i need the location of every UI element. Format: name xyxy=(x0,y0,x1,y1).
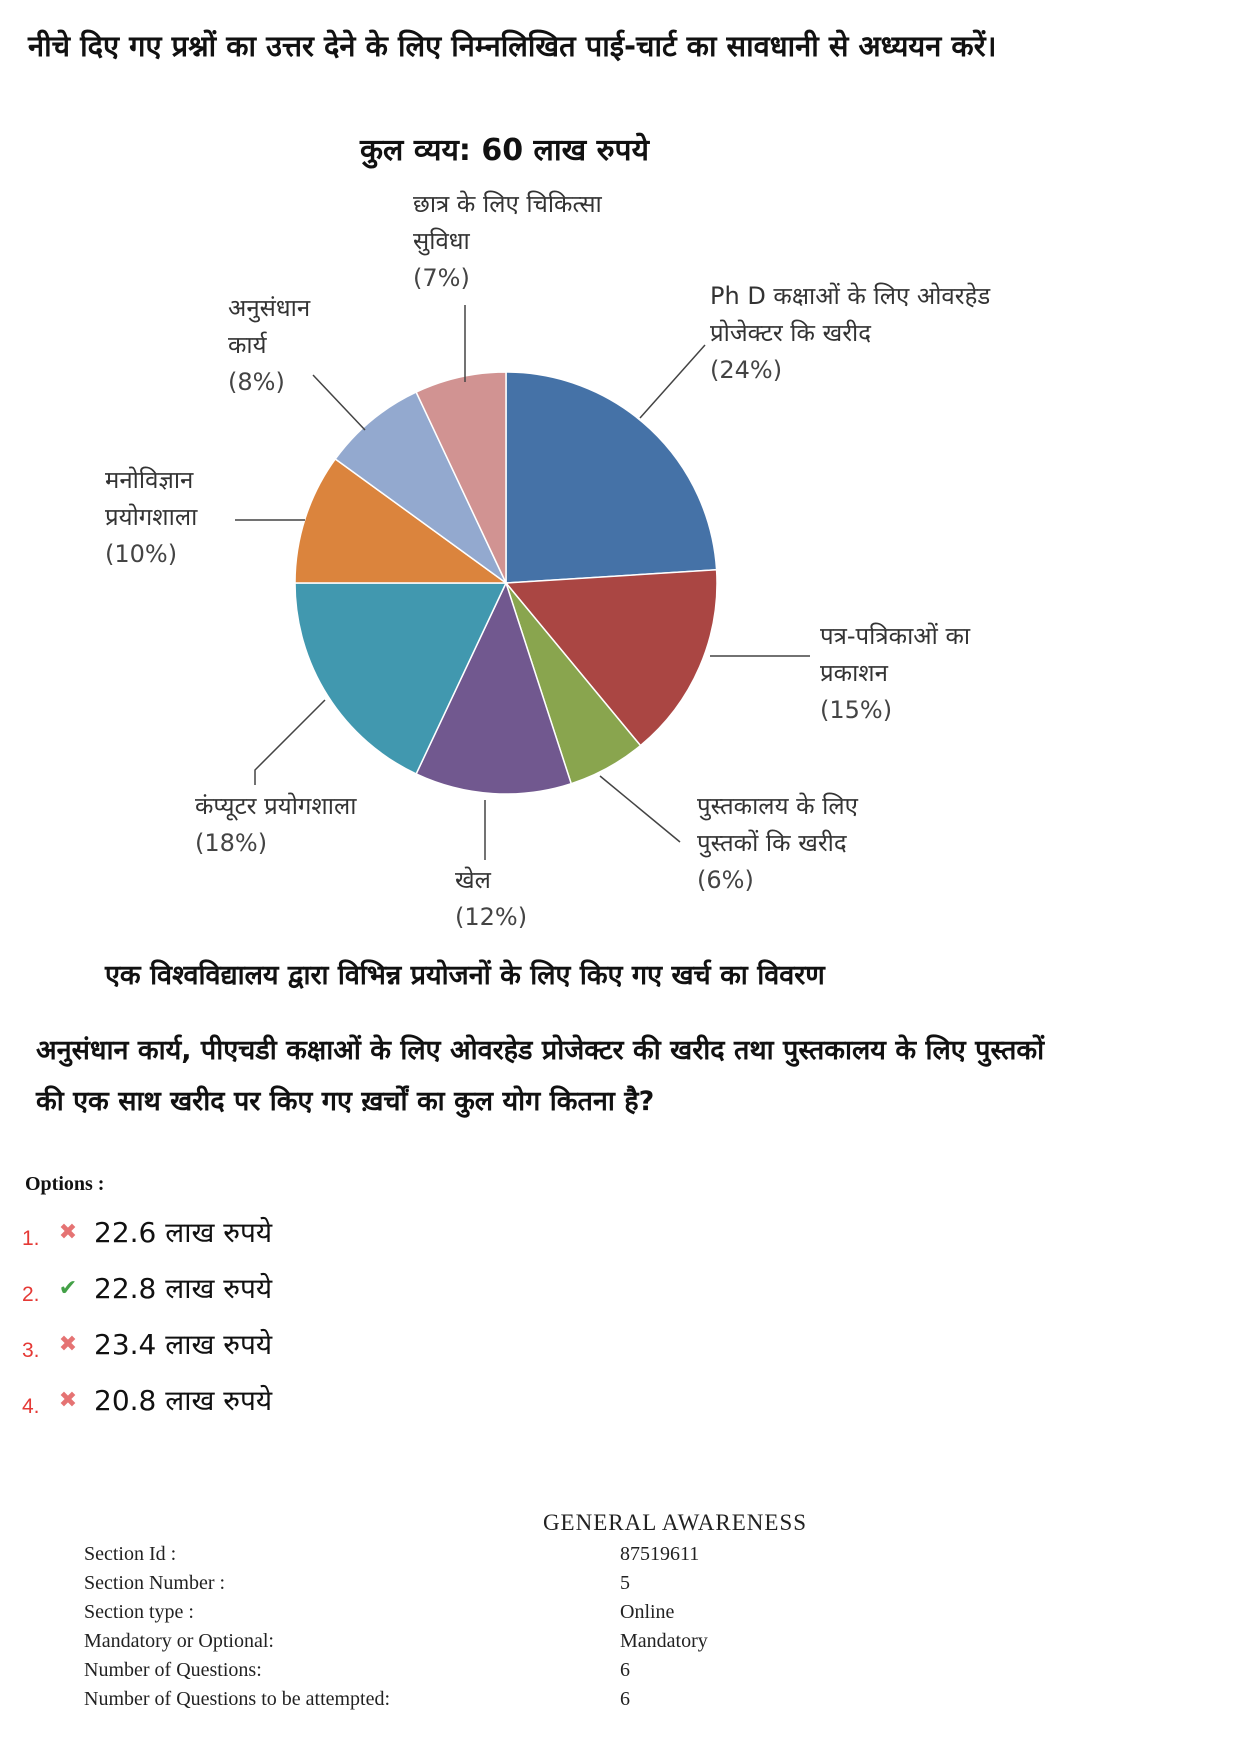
section-row xyxy=(84,1659,708,1688)
slice-label-sports xyxy=(455,862,565,936)
option-number: 4. xyxy=(22,1395,40,1418)
check-icon: ✔ xyxy=(58,1275,78,1301)
section-key: Section Id : xyxy=(84,1543,177,1565)
slice-label-psychology xyxy=(105,462,235,573)
leader-line-computer xyxy=(255,700,325,785)
slice-label-library xyxy=(697,788,887,899)
slice-label-value: (15%) xyxy=(820,696,893,724)
section-key: Number of Questions: xyxy=(84,1659,262,1681)
slice-label-medical xyxy=(413,186,613,297)
section-key: Section type : xyxy=(84,1601,194,1623)
option-1[interactable] xyxy=(22,1212,272,1252)
option-text: 23.4 लाख रुपये xyxy=(94,1328,273,1361)
section-title: GENERAL AWARENESS xyxy=(542,1510,808,1535)
question-text: अनुसंधान कार्य, पीएचडी कक्षाओं के लिए ओवरहेड प्रोजेक्टर की खरीद तथा पुस्तकालय के लिए पुस्तकों की एक साथ खरीद पर किए गए ख़र्चों का कुल योग कितना है? xyxy=(36,1035,1045,1117)
slice-label-value: (18%) xyxy=(195,829,268,857)
slice-label-text: मनोविज्ञान प्रयोगशाला xyxy=(105,466,198,531)
cross-icon: ✖ xyxy=(58,1219,78,1245)
chart-title: कुल व्यय: 60 लाख रुपये xyxy=(360,133,649,168)
section-info-table xyxy=(84,1543,708,1717)
leader-line-phd xyxy=(640,345,705,418)
option-text: 22.8 लाख रुपये xyxy=(94,1272,273,1305)
slice-label-text: Ph D कक्षाओं के लिए ओवरहेड प्रोजेक्टर कि खरीद xyxy=(710,282,991,347)
section-key: Number of Questions to be attempted: xyxy=(84,1688,391,1710)
cross-icon: ✖ xyxy=(58,1387,78,1413)
slice-label-text: कंप्यूटर प्रयोगशाला xyxy=(195,792,357,820)
slice-label-phd xyxy=(710,278,1010,389)
section-value: 5 xyxy=(620,1572,630,1594)
section-value: Online xyxy=(620,1601,675,1623)
slice-label-value: (12%) xyxy=(455,903,528,931)
option-number: 2. xyxy=(22,1283,40,1306)
option-number: 1. xyxy=(22,1227,40,1250)
section-row xyxy=(84,1688,708,1717)
slice-label-value: (7%) xyxy=(413,264,470,292)
slice-label-value: (24%) xyxy=(710,356,783,384)
options-label: Options : xyxy=(25,1173,105,1195)
slice-label-text: पुस्तकालय के लिए पुस्तकों कि खरीद xyxy=(697,792,858,857)
slice-label-value: (6%) xyxy=(697,866,754,894)
slice-label-value: (10%) xyxy=(105,540,178,568)
section-key: Section Number : xyxy=(84,1572,226,1594)
slice-label-research xyxy=(228,290,348,401)
slice-label-publication xyxy=(820,618,1040,729)
option-text: 20.8 लाख रुपये xyxy=(94,1384,273,1417)
cross-icon: ✖ xyxy=(58,1331,78,1357)
section-value: 87519611 xyxy=(620,1543,700,1565)
section-row xyxy=(84,1543,708,1572)
section-row xyxy=(84,1601,708,1630)
section-key: Mandatory or Optional: xyxy=(84,1630,274,1652)
option-2[interactable] xyxy=(22,1268,272,1308)
intro-text: नीचे दिए गए प्रश्नों का उत्तर देने के लिए निम्नलिखित पाई-चार्ट का सावधानी से अध्ययन करें। xyxy=(28,29,997,63)
slice-label-text: खेल xyxy=(455,866,491,894)
option-4[interactable] xyxy=(22,1380,272,1420)
section-row xyxy=(84,1572,708,1601)
option-number: 3. xyxy=(22,1339,40,1362)
slice-label-text: पत्र-पत्रिकाओं का प्रकाशन xyxy=(820,622,971,687)
option-3[interactable] xyxy=(22,1324,272,1364)
slice-label-value: (8%) xyxy=(228,368,285,396)
section-row xyxy=(84,1630,708,1659)
section-value: 6 xyxy=(620,1688,630,1710)
slice-label-text: छात्र के लिए चिकित्सा सुविधा xyxy=(413,190,602,255)
section-value: 6 xyxy=(620,1659,630,1681)
chart-caption: एक विश्वविद्यालय द्वारा विभिन्न प्रयोजनों के लिए किए गए खर्च का विवरण xyxy=(105,960,825,991)
section-value: Mandatory xyxy=(620,1630,708,1652)
pie-slice-0 xyxy=(506,372,717,583)
option-text: 22.6 लाख रुपये xyxy=(94,1216,273,1249)
slice-label-computer xyxy=(195,788,365,862)
slice-label-text: अनुसंधान कार्य xyxy=(228,294,311,359)
leader-line-library xyxy=(600,776,680,842)
